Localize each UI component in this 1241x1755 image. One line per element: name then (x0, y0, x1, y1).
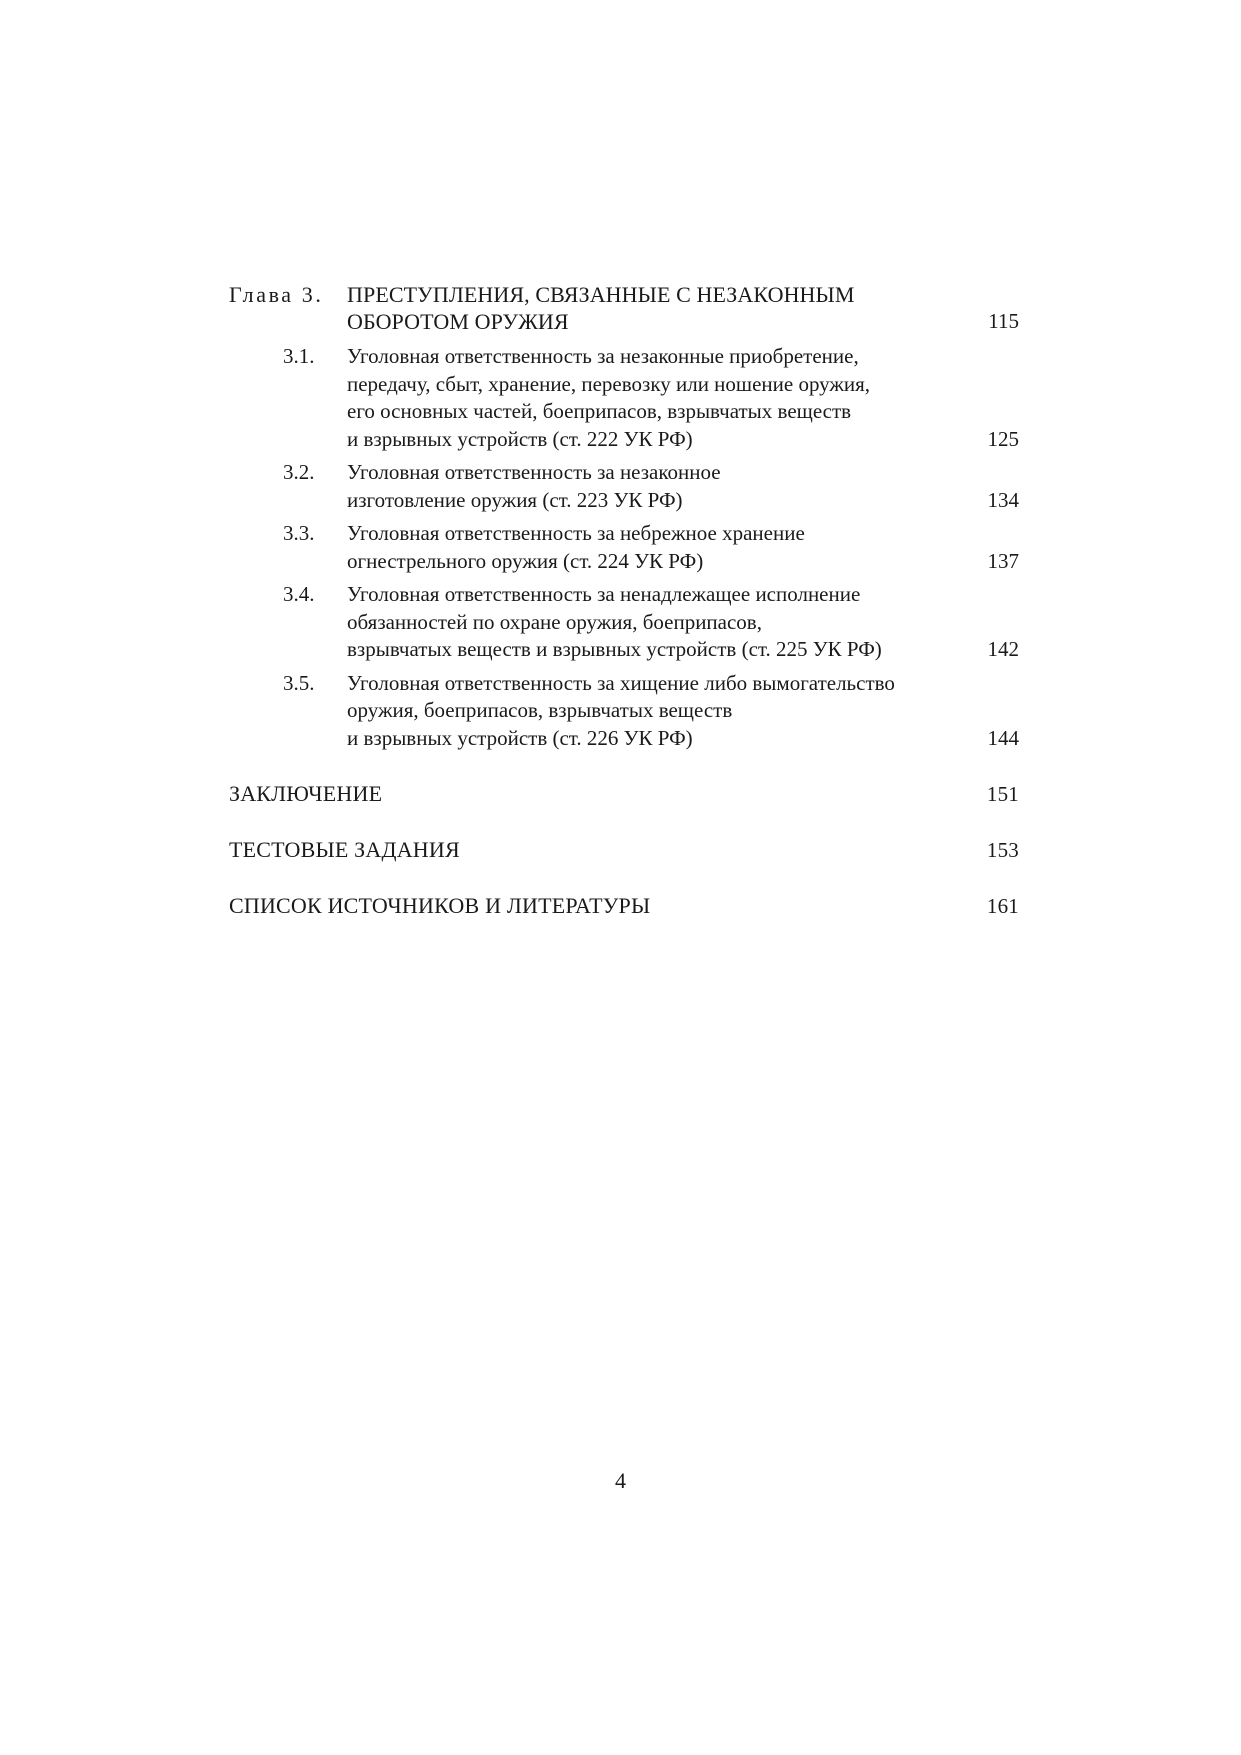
toc-section (229, 459, 1019, 514)
toc-section (229, 343, 1019, 453)
chapter-label: Глава 3. (229, 282, 324, 307)
page-number: 4 (615, 1468, 626, 1493)
section-title-line: взрывчатых веществ и взрывных устройств (ст. 225 УК РФ) (347, 637, 882, 661)
section-title-line: передачу, сбыт, хранение, перевозку или ношение оружия, (347, 371, 871, 396)
section-title-line: его основных частей, боеприпасов, взрывчатых веществ (347, 399, 852, 423)
section-title-line: и взрывных устройств (ст. 222 УК РФ) (347, 426, 693, 451)
section-title (347, 343, 957, 453)
entry-title: ТЕСТОВЫЕ ЗАДАНИЯ (229, 837, 460, 862)
chapter-page-number: 115 (988, 309, 1019, 333)
section-title-line: Уголовная ответственность за незаконное (347, 460, 721, 484)
chapter-heading (229, 281, 1019, 335)
section-number: 3.1. (283, 344, 315, 368)
section-number: 3.2. (283, 460, 315, 484)
section-title-line: огнестрельного оружия (ст. 224 УК РФ) (347, 548, 704, 573)
section-title-line: обязанностей по охране оружия, боеприпасов, (347, 609, 762, 634)
section-number: 3.3. (283, 521, 315, 545)
toc-section (229, 520, 1019, 575)
chapter-title-line: ПРЕСТУПЛЕНИЯ, СВЯЗАННЫЕ С НЕЗАКОННЫМ (347, 282, 855, 307)
section-number: 3.4. (283, 582, 315, 606)
section-title-line: оружия, боеприпасов, взрывчатых веществ (347, 698, 733, 722)
section-title-line: Уголовная ответственность за небрежное хранение (347, 521, 805, 545)
toc-entry-references (229, 892, 1019, 920)
section-title-line: Уголовная ответственность за ненадлежащее исполнение (347, 582, 861, 606)
section-title (347, 670, 957, 753)
section-page-number: 142 (987, 637, 1019, 661)
entry-page-number: 161 (986, 894, 1019, 918)
toc-entry-tests (229, 836, 1019, 864)
chapter-title (347, 281, 927, 335)
toc-entry-conclusion (229, 780, 1019, 808)
entry-page-number: 153 (986, 838, 1019, 862)
table-of-contents (229, 281, 1019, 920)
entry-title: СПИСОК ИСТОЧНИКОВ И ЛИТЕРАТУРЫ (229, 893, 651, 918)
entry-page-number: 151 (986, 782, 1019, 806)
section-title (347, 520, 957, 575)
section-title-line: Уголовная ответственность за хищение либо вымогательство (347, 670, 895, 695)
section-page-number: 125 (987, 426, 1019, 451)
section-number: 3.5. (283, 670, 315, 695)
section-title-line: и взрывных устройств (ст. 226 УК РФ) (347, 725, 693, 750)
section-title-line: изготовление оружия (ст. 223 УК РФ) (347, 487, 683, 512)
toc-section (229, 581, 1019, 664)
toc-section (229, 670, 1019, 753)
entry-title: ЗАКЛЮЧЕНИЕ (229, 781, 383, 806)
section-page-number: 144 (987, 725, 1019, 750)
chapter-title-line: ОБОРОТОМ ОРУЖИЯ (347, 309, 569, 334)
section-title (347, 459, 957, 514)
section-page-number: 137 (987, 548, 1019, 573)
section-page-number: 134 (987, 487, 1019, 512)
section-title (347, 581, 957, 664)
section-title-line: Уголовная ответственность за незаконные приобретение, (347, 344, 859, 368)
